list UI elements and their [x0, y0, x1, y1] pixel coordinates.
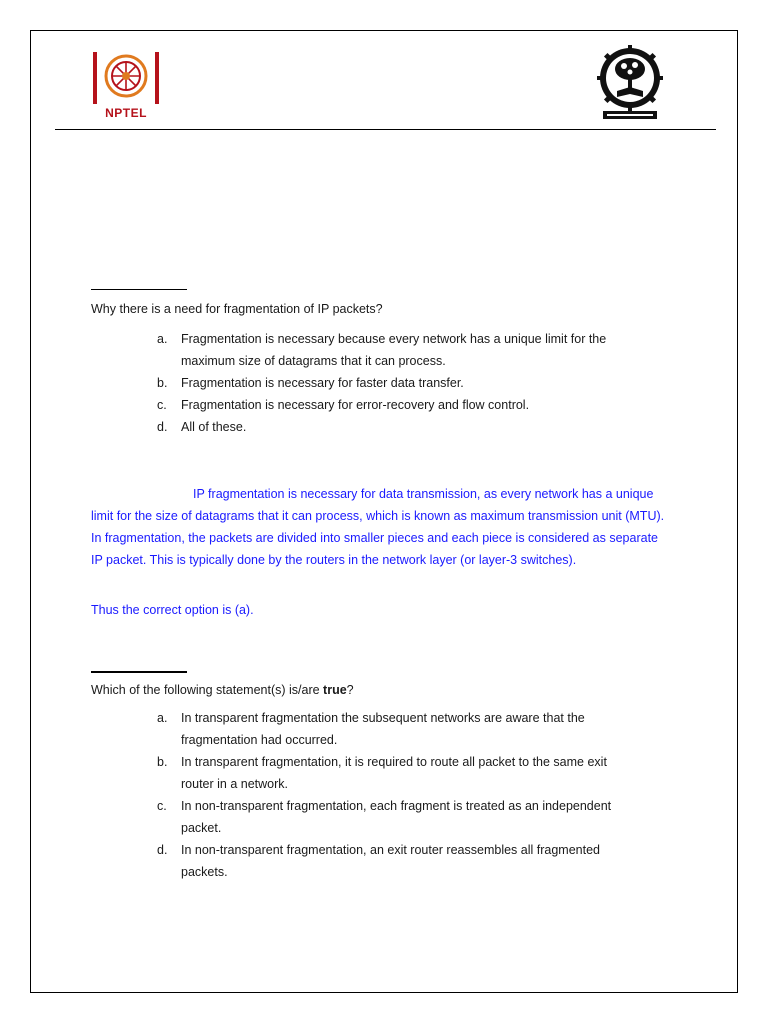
option-text: In non-transparent fragmentation, an exit router reassembles all fragmented: [181, 843, 600, 857]
question-2-text-end: ?: [346, 683, 354, 697]
question-marker-line: [91, 289, 187, 290]
explanation-text: IP fragmentation is necessary for data transmission, as every network has a unique limit for the size of datagrams that it can process, which is known as maximum transmission unit (MTU). In fragmentation, the packets are divided into smaller pieces and each piece is considered as separate IP packet. This is typically done by the routers in the network layer (or layer-3 switches).: [91, 487, 665, 567]
option-letter: a.: [157, 332, 168, 346]
option-text: Fragmentation is necessary for error-recovery and flow control.: [181, 398, 530, 412]
nptel-logo: [92, 50, 160, 122]
nptel-logo-text: NPTEL: [105, 106, 147, 120]
crest-icon: [595, 45, 665, 121]
question-1-conclusion: Thus the correct option is (a).: [91, 603, 254, 617]
option-item: [152, 751, 672, 795]
question-1-options: [152, 328, 672, 438]
option-letter: a.: [157, 711, 168, 725]
question-2-options: [152, 707, 672, 883]
option-text-continued: router in a network.: [181, 777, 288, 791]
option-item: [152, 707, 672, 751]
option-item: [152, 328, 672, 372]
option-item: [152, 394, 672, 416]
option-text: In transparent fragmentation the subsequent networks are aware that the: [181, 711, 585, 725]
option-text-continued: packets.: [181, 865, 228, 879]
nptel-emblem-icon: [92, 50, 160, 106]
institute-crest-logo: [595, 45, 665, 121]
option-text-continued: maximum size of datagrams that it can process.: [181, 354, 446, 368]
option-text-continued: fragmentation had occurred.: [181, 733, 338, 747]
option-item: [152, 795, 672, 839]
option-item: [152, 372, 672, 394]
option-text: In non-transparent fragmentation, each fragment is treated as an independent: [181, 799, 612, 813]
option-letter: c.: [157, 398, 167, 412]
option-letter: d.: [157, 420, 168, 434]
option-letter: c.: [157, 799, 167, 813]
option-text: In transparent fragmentation, it is required to route all packet to the same exit: [181, 755, 607, 769]
option-item: [152, 416, 672, 438]
option-text-continued: packet.: [181, 821, 222, 835]
option-text: Fragmentation is necessary for faster data transfer.: [181, 376, 464, 390]
question-marker-line: [91, 671, 187, 673]
question-2-text-start: Which of the following statement(s) is/are: [91, 683, 324, 697]
option-letter: b.: [157, 755, 168, 769]
option-item: [152, 839, 672, 883]
option-letter: b.: [157, 376, 168, 390]
header-divider: [55, 129, 716, 130]
question-1-explanation: [91, 483, 671, 571]
question-2-emphasis: true: [323, 683, 347, 697]
option-text: Fragmentation is necessary because every network has a unique limit for the: [181, 332, 607, 346]
option-letter: d.: [157, 843, 168, 857]
question-1-text: Why there is a need for fragmentation of IP packets?: [91, 302, 383, 316]
option-text: All of these.: [181, 420, 247, 434]
question-2-text: [91, 681, 354, 699]
